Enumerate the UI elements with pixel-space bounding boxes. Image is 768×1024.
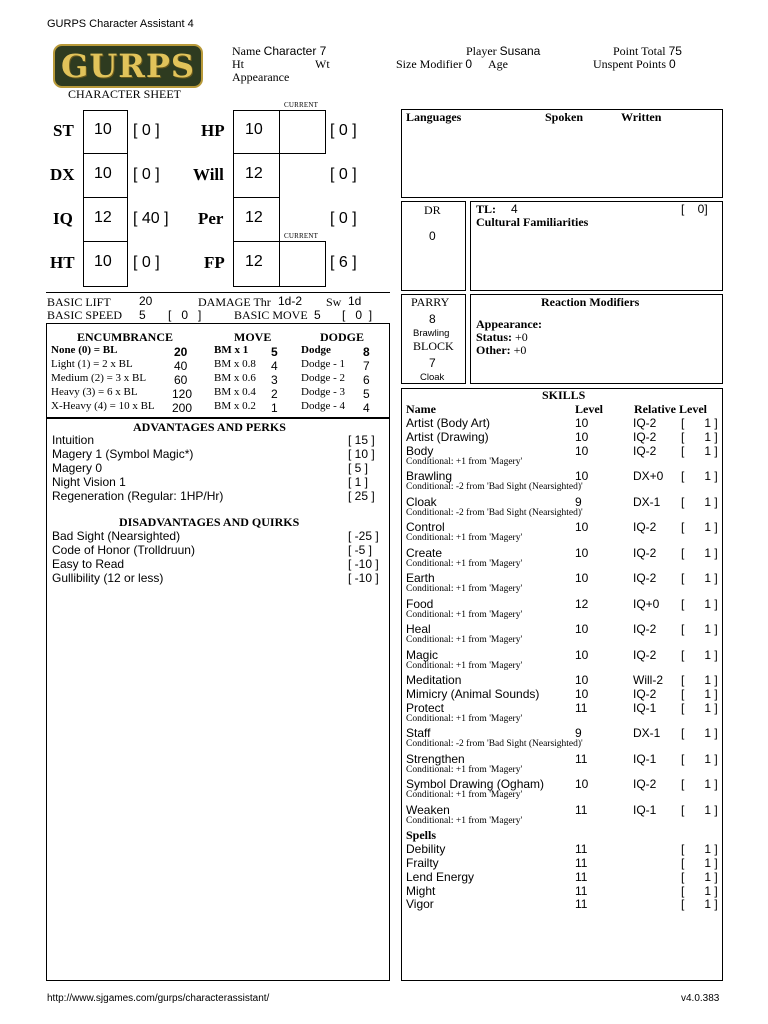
enc-dodge: 4 <box>363 401 370 415</box>
tl-value: 4 <box>511 202 518 216</box>
app-title: GURPS Character Assistant 4 <box>47 18 194 30</box>
skill-note: Conditional: +1 from 'Magery' <box>406 558 523 569</box>
enc-dodge-label: Dodge <box>301 344 331 356</box>
skill-name: Strengthen <box>406 751 465 766</box>
skill-relative-level: IQ-2 <box>633 777 657 792</box>
skill-cost: [ 1 ] <box>681 686 718 701</box>
basic-speed-label: BASIC SPEED <box>47 308 123 322</box>
block-label: BLOCK <box>413 339 454 353</box>
ht-value[interactable]: 10 <box>94 253 112 270</box>
skill-cost: [ 1 ] <box>681 469 718 484</box>
basic-speed-value: 5 <box>139 308 146 322</box>
skills-title: SKILLS <box>542 388 586 402</box>
skill-level: 10 <box>575 469 589 484</box>
skill-level: 11 <box>575 751 588 766</box>
enc-weight: 200 <box>172 401 193 415</box>
enc-dodge: 7 <box>363 359 370 373</box>
basic-lift: BASIC LIFT <box>47 295 111 309</box>
damage-sw-value: 1d <box>348 294 362 308</box>
skill-level: 10 <box>575 429 589 444</box>
skill-name: Artist (Body Art) <box>406 416 491 430</box>
enc-dodge: 6 <box>363 373 370 387</box>
per-label: Per <box>198 209 224 228</box>
dr-label: DR <box>424 203 441 217</box>
skill-name: Weaken <box>406 802 450 817</box>
skill-name: Artist (Drawing) <box>406 429 489 444</box>
tl-cost: [ 0] <box>681 202 708 216</box>
spell-level: 11 <box>575 856 588 870</box>
skill-note: Conditional: -2 from 'Bad Sight (Nearsighted)' <box>406 507 583 518</box>
will-label: Will <box>193 165 224 184</box>
languages-title: Languages <box>406 110 462 124</box>
enc-dodge-label: Dodge - 1 <box>301 358 345 370</box>
skill-note: Conditional: +1 from 'Magery' <box>406 533 523 544</box>
skill-name: Earth <box>406 571 435 586</box>
dx-cost: [ 0 ] <box>133 166 160 183</box>
wt-label: Wt <box>315 57 330 71</box>
skill-note: Conditional: +1 from 'Magery' <box>406 764 523 775</box>
disadvantage-name: Code of Honor (Trolldruun) <box>52 543 195 557</box>
skill-level: 12 <box>575 596 589 611</box>
enc-header: ENCUMBRANCE <box>77 330 173 344</box>
dx-value[interactable]: 10 <box>94 165 112 182</box>
advantage-name: Magery 0 <box>52 461 103 475</box>
enc-level: Heavy (3) = 6 x BL <box>51 386 138 398</box>
skill-cost: [ 1 ] <box>681 596 718 611</box>
enc-move: 3 <box>271 373 278 387</box>
enc-move: 2 <box>271 387 278 401</box>
skill-relative-level: IQ-2 <box>633 686 657 701</box>
block-value: 7 <box>429 356 436 370</box>
skill-relative-level: IQ-2 <box>633 571 657 586</box>
skill-cost: [ 1 ] <box>681 429 718 444</box>
skill-cost: [ 1 ] <box>681 443 718 458</box>
advantage-cost: [ 5 ] <box>348 461 369 475</box>
fp-current-box[interactable] <box>279 241 326 287</box>
enc-bm: BM x 0.8 <box>214 358 256 370</box>
enc-weight: 40 <box>174 359 188 373</box>
skill-cost: [ 1 ] <box>681 647 718 662</box>
enc-bm: BM x 0.4 <box>214 386 256 398</box>
name-field: Name Character 7 <box>232 44 327 58</box>
enc-level: Light (1) = 2 x BL <box>51 358 133 370</box>
skill-level: 10 <box>575 673 589 688</box>
skill-note: Conditional: -2 from 'Bad Sight (Nearsighted)' <box>406 739 583 750</box>
advantage-name: Intuition <box>52 433 95 447</box>
skills-col-rel: Relative Level <box>634 402 707 416</box>
reaction-status: Status: +0 <box>476 330 528 344</box>
size-modifier-field: Size Modifier 0 <box>396 57 473 71</box>
skill-cost: [ 1 ] <box>681 416 718 430</box>
spell-cost: [ 1 ] <box>681 856 718 870</box>
advantage-name: Night Vision 1 <box>52 475 126 489</box>
basic-move-cost: [ 0 ] <box>342 308 373 322</box>
iq-cost: [ 40 ] <box>133 210 169 227</box>
parry-label: PARRY <box>411 295 450 309</box>
disadvantage-cost: [ -10 ] <box>348 571 379 585</box>
skill-relative-level: IQ-2 <box>633 443 657 458</box>
spell-cost: [ 1 ] <box>681 869 718 884</box>
skill-cost: [ 1 ] <box>681 545 718 560</box>
basic-move-label: BASIC MOVE <box>234 308 308 322</box>
skill-level: 10 <box>575 520 589 535</box>
enc-move: 5 <box>271 345 278 359</box>
basic-speed-cost: [ 0 ] <box>168 308 202 322</box>
logo-text: GURPS <box>61 47 195 85</box>
skill-cost: [ 1 ] <box>681 673 718 688</box>
skill-note: Conditional: +1 from 'Magery' <box>406 609 523 620</box>
skill-note: Conditional: +1 from 'Magery' <box>406 660 523 671</box>
basic-move-value: 5 <box>314 308 321 322</box>
spell-name: Vigor <box>406 897 434 912</box>
skill-note: Conditional: +1 from 'Magery' <box>406 790 523 801</box>
skill-cost: [ 1 ] <box>681 726 718 741</box>
spell-name: Frailty <box>406 856 439 870</box>
footer-version: v4.0.383 <box>681 993 720 1004</box>
skill-cost: [ 1 ] <box>681 520 718 535</box>
skill-relative-level: DX-1 <box>633 726 661 741</box>
enc-level: Medium (2) = 3 x BL <box>51 372 147 384</box>
gurps-logo <box>53 44 203 88</box>
sheet-label: CHARACTER SHEET <box>68 87 182 101</box>
skill-relative-level: IQ-1 <box>633 802 657 817</box>
dx-label: DX <box>50 165 75 184</box>
enc-dodge: 8 <box>363 345 370 359</box>
advantage-name: Regeneration (Regular: 1HP/Hr) <box>52 489 224 503</box>
skill-relative-level: IQ+0 <box>633 596 660 611</box>
skill-relative-level: IQ-2 <box>633 647 657 662</box>
disadvantages-title: DISADVANTAGES AND QUIRKS <box>119 515 300 529</box>
skill-cost: [ 1 ] <box>681 777 718 792</box>
age-label: Age <box>488 57 508 71</box>
enc-dodge-label: Dodge - 2 <box>301 372 345 384</box>
hp-current-label: CURRENT <box>284 101 319 109</box>
dodge-header: DODGE <box>320 330 365 344</box>
skill-name: Protect <box>406 700 445 715</box>
spell-level: 11 <box>575 883 588 898</box>
damage-thr-label: DAMAGE Thr <box>198 295 271 309</box>
skill-relative-level: IQ-2 <box>633 429 657 444</box>
fp-current-label: CURRENT <box>284 232 319 240</box>
st-value[interactable]: 10 <box>94 121 112 138</box>
spell-name: Might <box>406 883 436 898</box>
disadvantage-name: Bad Sight (Nearsighted) <box>52 529 181 543</box>
damage-thr-value: 1d-2 <box>278 294 303 308</box>
written-header: Written <box>621 110 662 124</box>
footer-url[interactable]: http://www.sjgames.com/gurps/characterassistant/ <box>47 993 270 1004</box>
point-total-field: Point Total 75 <box>613 44 682 58</box>
skill-level: 10 <box>575 777 589 792</box>
ht-label: Ht <box>232 57 244 71</box>
skill-name: Control <box>406 520 445 535</box>
block-source: Cloak <box>420 372 445 383</box>
disadvantage-cost: [ -10 ] <box>348 557 379 571</box>
disadvantage-cost: [ -5 ] <box>348 543 373 557</box>
skill-level: 10 <box>575 622 589 637</box>
skill-level: 10 <box>575 686 589 701</box>
player-field: Player Susana <box>466 44 541 58</box>
hp-value[interactable]: 10 <box>245 121 263 138</box>
skill-relative-level: IQ-1 <box>633 751 657 766</box>
skill-level: 10 <box>575 545 589 560</box>
damage-sw-label: Sw <box>326 295 342 309</box>
enc-level: None (0) = BL <box>51 344 118 356</box>
skill-name: Symbol Drawing (Ogham) <box>406 777 545 792</box>
parry-source: Brawling <box>413 328 450 339</box>
ht-cost: [ 0 ] <box>133 254 160 271</box>
skill-level: 9 <box>575 494 582 509</box>
enc-dodge-label: Dodge - 4 <box>301 400 345 412</box>
skill-relative-level: IQ-1 <box>633 700 657 715</box>
iq-value[interactable]: 12 <box>94 209 112 226</box>
advantage-cost: [ 10 ] <box>348 447 375 461</box>
skills-col-name: Name <box>406 402 436 416</box>
skills-col-level: Level <box>575 402 603 416</box>
reaction-other: Other: +0 <box>476 343 527 357</box>
advantage-cost: [ 25 ] <box>348 489 375 503</box>
per-value[interactable]: 12 <box>245 209 263 226</box>
skill-level: 10 <box>575 571 589 586</box>
advantage-cost: [ 1 ] <box>348 475 369 489</box>
spell-name: Lend Energy <box>406 869 475 884</box>
enc-dodge-label: Dodge - 3 <box>301 386 345 398</box>
basic-lift-value: 20 <box>139 294 153 308</box>
per-cost: [ 0 ] <box>330 210 357 227</box>
enc-level: X-Heavy (4) = 10 x BL <box>51 400 155 412</box>
spoken-header: Spoken <box>545 110 584 124</box>
skill-relative-level: DX-1 <box>633 494 661 509</box>
enc-dodge: 5 <box>363 387 370 401</box>
skill-relative-level: IQ-2 <box>633 545 657 560</box>
skill-note: Conditional: +1 from 'Magery' <box>406 815 523 826</box>
skill-name: Brawling <box>406 469 453 484</box>
skill-relative-level: Will-2 <box>633 673 663 688</box>
skill-name: Cloak <box>406 494 437 509</box>
skill-cost: [ 1 ] <box>681 494 718 509</box>
spell-level: 11 <box>575 869 588 884</box>
skill-cost: [ 1 ] <box>681 622 718 637</box>
skill-level: 9 <box>575 726 582 741</box>
skill-note: Conditional: +1 from 'Magery' <box>406 635 523 646</box>
skill-note: Conditional: -2 from 'Bad Sight (Nearsighted)' <box>406 482 583 493</box>
spell-level: 11 <box>575 897 588 912</box>
skill-level: 11 <box>575 700 588 715</box>
enc-move: 4 <box>271 359 278 373</box>
fp-label: FP <box>204 253 225 272</box>
move-header: MOVE <box>234 330 272 344</box>
disadvantage-name: Gullibility (12 or less) <box>52 571 164 585</box>
skill-level: 10 <box>575 443 589 458</box>
hp-current-box[interactable] <box>279 110 326 154</box>
st-label: ST <box>53 121 74 140</box>
ht-attr-label: HT <box>50 253 75 272</box>
skill-cost: [ 1 ] <box>681 571 718 586</box>
skill-name: Magic <box>406 647 439 662</box>
fp-value[interactable]: 12 <box>245 253 263 270</box>
skill-level: 10 <box>575 416 589 430</box>
skill-note: Conditional: +1 from 'Magery' <box>406 456 523 467</box>
skill-note: Conditional: +1 from 'Magery' <box>406 713 523 724</box>
skill-note: Conditional: +1 from 'Magery' <box>406 584 523 595</box>
skill-level: 10 <box>575 647 589 662</box>
enc-bm: BM x 0.6 <box>214 372 256 384</box>
enc-weight: 120 <box>172 387 193 401</box>
enc-bm: BM x 1 <box>214 344 249 356</box>
hp-label: HP <box>201 121 225 140</box>
advantages-title: ADVANTAGES AND PERKS <box>133 420 286 434</box>
skill-name: Heal <box>406 622 431 637</box>
unspent-field: Unspent Points 0 <box>593 57 676 71</box>
skill-name: Body <box>406 443 434 458</box>
spell-cost: [ 1 ] <box>681 842 718 857</box>
parry-value: 8 <box>429 312 436 326</box>
skill-cost: [ 1 ] <box>681 802 718 817</box>
enc-weight: 60 <box>174 373 188 387</box>
will-value[interactable]: 12 <box>245 165 263 182</box>
skill-name: Mimicry (Animal Sounds) <box>406 686 540 701</box>
skill-cost: [ 1 ] <box>681 700 718 715</box>
reaction-appearance: Appearance: <box>476 317 542 331</box>
disadvantage-cost: [ -25 ] <box>348 529 379 543</box>
skill-name: Food <box>406 596 434 611</box>
skill-name: Create <box>406 545 443 560</box>
spell-cost: [ 1 ] <box>681 897 718 912</box>
skill-relative-level: DX+0 <box>633 469 664 484</box>
tl-label: TL: <box>476 202 497 216</box>
fp-cost: [ 6 ] <box>330 254 357 271</box>
skill-relative-level: IQ-2 <box>633 416 657 430</box>
spell-name: Debility <box>406 842 446 857</box>
advantage-cost: [ 15 ] <box>348 433 375 447</box>
skill-relative-level: IQ-2 <box>633 520 657 535</box>
spell-cost: [ 1 ] <box>681 883 718 898</box>
reaction-title: Reaction Modifiers <box>541 295 640 309</box>
disadvantage-name: Easy to Read <box>52 557 125 571</box>
dr-value: 0 <box>429 229 436 243</box>
will-cost: [ 0 ] <box>330 166 357 183</box>
divider <box>46 292 390 293</box>
enc-bm: BM x 0.2 <box>214 400 256 412</box>
skill-level: 11 <box>575 802 588 817</box>
enc-weight: 20 <box>174 345 188 359</box>
appearance-label: Appearance <box>232 70 290 84</box>
enc-move: 1 <box>271 401 278 415</box>
spells-label: Spells <box>406 828 437 843</box>
spell-level: 11 <box>575 842 588 857</box>
skill-name: Staff <box>406 726 431 741</box>
skill-cost: [ 1 ] <box>681 751 718 766</box>
st-cost: [ 0 ] <box>133 122 160 139</box>
iq-label: IQ <box>53 209 73 228</box>
skill-relative-level: IQ-2 <box>633 622 657 637</box>
hp-cost: [ 0 ] <box>330 122 357 139</box>
advantage-name: Magery 1 (Symbol Magic*) <box>52 447 194 461</box>
skill-name: Meditation <box>406 673 462 688</box>
cultural-familiarities: Cultural Familiarities <box>476 215 589 229</box>
